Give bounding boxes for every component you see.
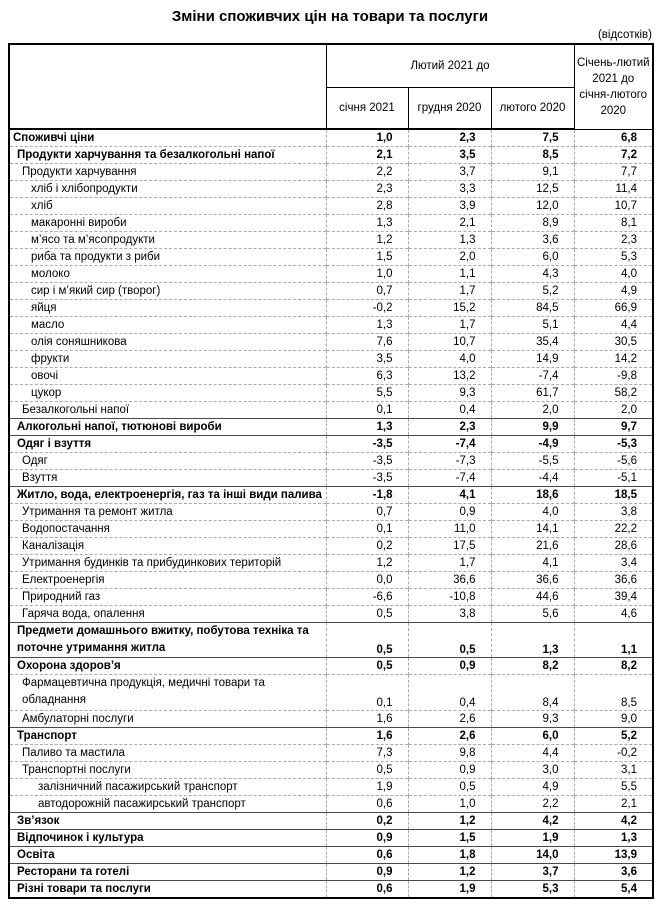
value-cell: -5,6 bbox=[574, 453, 653, 470]
table-row bbox=[9, 266, 653, 283]
value-cell: 8,2 bbox=[491, 658, 574, 675]
table-row bbox=[9, 710, 653, 727]
value-cell: 1,5 bbox=[408, 829, 491, 846]
table-row bbox=[9, 504, 653, 521]
value-cell: 4,4 bbox=[574, 317, 653, 334]
table-row bbox=[9, 181, 653, 198]
value-cell: 0,1 bbox=[326, 402, 408, 419]
value-cell: 5,5 bbox=[574, 778, 653, 795]
value-cell: 8,5 bbox=[574, 675, 653, 710]
table-row bbox=[9, 300, 653, 317]
value-cell: 5,2 bbox=[491, 283, 574, 300]
value-cell: 84,5 bbox=[491, 300, 574, 317]
table-row bbox=[9, 334, 653, 351]
header-row-group bbox=[9, 44, 653, 88]
value-cell: 6,0 bbox=[491, 249, 574, 266]
value-cell: 1,3 bbox=[326, 419, 408, 436]
value-cell: 30,5 bbox=[574, 334, 653, 351]
value-cell: 2,0 bbox=[491, 402, 574, 419]
table-row bbox=[9, 795, 653, 812]
value-cell: 9,7 bbox=[574, 419, 653, 436]
value-cell: 4,6 bbox=[574, 606, 653, 623]
row-label: Природний газ bbox=[9, 589, 326, 606]
cpi-table bbox=[8, 43, 654, 899]
value-cell: 6,0 bbox=[491, 727, 574, 744]
table-row bbox=[9, 778, 653, 795]
value-cell: 0,9 bbox=[326, 829, 408, 846]
value-cell: 0,5 bbox=[408, 623, 491, 658]
value-cell: 2,3 bbox=[408, 129, 491, 147]
value-cell: 4,4 bbox=[491, 744, 574, 761]
value-cell: 18,5 bbox=[574, 487, 653, 504]
value-cell: 1,0 bbox=[408, 795, 491, 812]
value-cell: 13,9 bbox=[574, 846, 653, 863]
value-cell: 1,3 bbox=[408, 232, 491, 249]
value-cell: -4,9 bbox=[491, 436, 574, 453]
unit-note: (відсотків) bbox=[597, 29, 652, 41]
value-cell: 5,6 bbox=[491, 606, 574, 623]
value-cell: 5,5 bbox=[326, 385, 408, 402]
table-row bbox=[9, 402, 653, 419]
value-cell: 1,3 bbox=[326, 215, 408, 232]
value-cell: 28,6 bbox=[574, 538, 653, 555]
row-label: риба та продукти з риби bbox=[9, 249, 326, 266]
value-cell: 17,5 bbox=[408, 538, 491, 555]
value-cell: 3,7 bbox=[408, 164, 491, 181]
value-cell: 1,6 bbox=[326, 710, 408, 727]
table-row bbox=[9, 283, 653, 300]
row-label: Зв’язок bbox=[9, 812, 326, 829]
row-label: цукор bbox=[9, 385, 326, 402]
value-cell: -0,2 bbox=[574, 744, 653, 761]
table-row bbox=[9, 658, 653, 675]
table-row bbox=[9, 538, 653, 555]
value-cell: 0,4 bbox=[408, 402, 491, 419]
value-cell: -5,1 bbox=[574, 470, 653, 487]
value-cell: 3,6 bbox=[491, 232, 574, 249]
row-label: Амбулаторні послуги bbox=[9, 710, 326, 727]
table-row bbox=[9, 232, 653, 249]
table-row bbox=[9, 317, 653, 334]
value-cell: 8,5 bbox=[491, 147, 574, 164]
value-cell: 0,6 bbox=[326, 846, 408, 863]
row-label: Утримання та ремонт житла bbox=[9, 504, 326, 521]
row-label: олія соняшникова bbox=[9, 334, 326, 351]
value-cell: 1,9 bbox=[408, 880, 491, 898]
value-cell: 1,2 bbox=[326, 555, 408, 572]
value-cell: 8,4 bbox=[491, 675, 574, 710]
value-cell: -7,4 bbox=[408, 436, 491, 453]
row-label: Фармацевтична продукція, медичні товари та обладнання bbox=[9, 675, 326, 710]
value-cell: 0,9 bbox=[326, 863, 408, 880]
value-cell: 3,7 bbox=[491, 863, 574, 880]
row-label: м’ясо та м’ясопродукти bbox=[9, 232, 326, 249]
table-row bbox=[9, 880, 653, 898]
value-cell: 5,3 bbox=[574, 249, 653, 266]
row-label: хліб bbox=[9, 198, 326, 215]
value-cell: 11,0 bbox=[408, 521, 491, 538]
value-cell: 7,3 bbox=[326, 744, 408, 761]
value-cell: 14,9 bbox=[491, 351, 574, 368]
row-label: залізничний пасажирський транспорт bbox=[9, 778, 326, 795]
table-row bbox=[9, 744, 653, 761]
value-cell: 2,2 bbox=[491, 795, 574, 812]
value-cell: 22,2 bbox=[574, 521, 653, 538]
value-cell: 3,5 bbox=[408, 147, 491, 164]
value-cell: 0,5 bbox=[326, 623, 408, 658]
value-cell: -0,2 bbox=[326, 300, 408, 317]
value-cell: 6,8 bbox=[574, 129, 653, 147]
value-cell: 12,0 bbox=[491, 198, 574, 215]
table-row bbox=[9, 521, 653, 538]
row-label: Споживчі ціни bbox=[13, 132, 95, 144]
table-row bbox=[9, 846, 653, 863]
value-cell: 1,0 bbox=[326, 129, 408, 147]
value-cell: 66,9 bbox=[574, 300, 653, 317]
value-cell: 4,0 bbox=[408, 351, 491, 368]
row-label: Житло, вода, електроенергія, газ та інші види палива bbox=[9, 487, 326, 504]
value-cell: 14,2 bbox=[574, 351, 653, 368]
row-label: Одяг і взуття bbox=[9, 436, 326, 453]
value-cell: 2,3 bbox=[408, 419, 491, 436]
row-label: Освіта bbox=[9, 846, 326, 863]
table-row bbox=[9, 419, 653, 436]
value-cell: 1,3 bbox=[491, 623, 574, 658]
page-title: Зміни споживчих цін на товари та послуги bbox=[171, 8, 489, 25]
value-cell: 0,9 bbox=[408, 658, 491, 675]
value-cell: 8,1 bbox=[574, 215, 653, 232]
value-cell: 1,1 bbox=[408, 266, 491, 283]
value-cell: 0,5 bbox=[326, 658, 408, 675]
value-cell: 5,2 bbox=[574, 727, 653, 744]
value-cell: -5,5 bbox=[491, 453, 574, 470]
table-row bbox=[9, 385, 653, 402]
value-cell: -1,8 bbox=[326, 487, 408, 504]
row-label: Предмети домашнього вжитку, побутова техніка та поточне утримання житла bbox=[9, 623, 326, 658]
row-label: молоко bbox=[9, 266, 326, 283]
value-cell: 7,6 bbox=[326, 334, 408, 351]
value-cell: 12,5 bbox=[491, 181, 574, 198]
value-cell: 9,3 bbox=[408, 385, 491, 402]
table-row bbox=[9, 487, 653, 504]
value-cell: 4,1 bbox=[491, 555, 574, 572]
table-row bbox=[9, 572, 653, 589]
value-cell: 11,4 bbox=[574, 181, 653, 198]
value-cell: 4,9 bbox=[574, 283, 653, 300]
row-label: Взуття bbox=[9, 470, 326, 487]
value-cell: 0,6 bbox=[326, 795, 408, 812]
row-label: Одяг bbox=[9, 453, 326, 470]
value-cell: 0,5 bbox=[408, 778, 491, 795]
value-cell: 3,4 bbox=[574, 555, 653, 572]
value-cell: 4,0 bbox=[491, 504, 574, 521]
value-cell: 15,2 bbox=[408, 300, 491, 317]
value-cell: 2,3 bbox=[326, 181, 408, 198]
value-cell: 2,0 bbox=[408, 249, 491, 266]
value-cell: 0,1 bbox=[326, 675, 408, 710]
value-cell: 1,8 bbox=[408, 846, 491, 863]
value-cell: 2,2 bbox=[326, 164, 408, 181]
table-row bbox=[9, 623, 653, 658]
value-cell: 0,2 bbox=[326, 812, 408, 829]
value-cell: 0,5 bbox=[326, 761, 408, 778]
row-label: Продукти харчування bbox=[9, 164, 326, 181]
row-label: масло bbox=[9, 317, 326, 334]
table-row bbox=[9, 198, 653, 215]
period-header-cell: Січень-лютий 2021 до січня-лютого 2020 bbox=[574, 44, 653, 129]
row-label: Охорона здоров’я bbox=[9, 658, 326, 675]
table-row bbox=[9, 606, 653, 623]
value-cell: 9,8 bbox=[408, 744, 491, 761]
value-cell: 4,2 bbox=[491, 812, 574, 829]
row-label: хліб і хлібопродукти bbox=[9, 181, 326, 198]
value-cell: -7,4 bbox=[408, 470, 491, 487]
value-cell: 3,8 bbox=[408, 606, 491, 623]
table-row bbox=[9, 761, 653, 778]
value-cell: -7,4 bbox=[491, 368, 574, 385]
table-row bbox=[9, 351, 653, 368]
value-cell: 9,9 bbox=[491, 419, 574, 436]
value-cell: 61,7 bbox=[491, 385, 574, 402]
value-cell: 3,6 bbox=[574, 863, 653, 880]
value-cell: 1,2 bbox=[326, 232, 408, 249]
value-cell: -3,5 bbox=[326, 436, 408, 453]
value-cell: 0,5 bbox=[326, 606, 408, 623]
sub-header-cell: лютого 2020 bbox=[491, 88, 574, 130]
value-cell: 2,1 bbox=[408, 215, 491, 232]
value-cell: 2,8 bbox=[326, 198, 408, 215]
row-label: овочі bbox=[9, 368, 326, 385]
value-cell: 9,1 bbox=[491, 164, 574, 181]
value-cell: 3,8 bbox=[574, 504, 653, 521]
value-cell: 3,5 bbox=[326, 351, 408, 368]
row-label: сир і м’який сир (творог) bbox=[9, 283, 326, 300]
value-cell: 3,1 bbox=[574, 761, 653, 778]
row-label: макаронні вироби bbox=[9, 215, 326, 232]
value-cell: 1,2 bbox=[408, 863, 491, 880]
group-header-cell: Лютий 2021 до bbox=[326, 44, 574, 88]
value-cell: 0,0 bbox=[326, 572, 408, 589]
table-row bbox=[9, 863, 653, 880]
value-cell: 8,9 bbox=[491, 215, 574, 232]
value-cell: 4,0 bbox=[574, 266, 653, 283]
table-row bbox=[9, 555, 653, 572]
value-cell: 1,1 bbox=[574, 623, 653, 658]
value-cell: -3,5 bbox=[326, 453, 408, 470]
row-label: Електроенергія bbox=[9, 572, 326, 589]
value-cell: 1,0 bbox=[326, 266, 408, 283]
value-cell: 4,1 bbox=[408, 487, 491, 504]
table-row bbox=[9, 164, 653, 181]
value-cell: 36,6 bbox=[408, 572, 491, 589]
value-cell: 2,1 bbox=[574, 795, 653, 812]
value-cell: 2,0 bbox=[574, 402, 653, 419]
value-cell: -3,5 bbox=[326, 470, 408, 487]
value-cell: 1,7 bbox=[408, 317, 491, 334]
corner-cell bbox=[9, 44, 326, 129]
value-cell: 44,6 bbox=[491, 589, 574, 606]
table-row bbox=[9, 436, 653, 453]
value-cell: 1,7 bbox=[408, 555, 491, 572]
value-cell: 0,7 bbox=[326, 283, 408, 300]
value-cell: 14,0 bbox=[491, 846, 574, 863]
table-row bbox=[9, 453, 653, 470]
value-cell: 58,2 bbox=[574, 385, 653, 402]
value-cell: 10,7 bbox=[574, 198, 653, 215]
row-label: Ресторани та готелі bbox=[9, 863, 326, 880]
value-cell: 1,7 bbox=[408, 283, 491, 300]
value-cell: 4,3 bbox=[491, 266, 574, 283]
table-row bbox=[9, 368, 653, 385]
value-cell: -10,8 bbox=[408, 589, 491, 606]
value-cell: -6,6 bbox=[326, 589, 408, 606]
value-cell: -4,4 bbox=[491, 470, 574, 487]
value-cell: 2,3 bbox=[574, 232, 653, 249]
value-cell: 0,7 bbox=[326, 504, 408, 521]
value-cell: 36,6 bbox=[491, 572, 574, 589]
value-cell: 39,4 bbox=[574, 589, 653, 606]
row-label: Безалкогольні напої bbox=[9, 402, 326, 419]
value-cell: 10,7 bbox=[408, 334, 491, 351]
value-cell: 7,2 bbox=[574, 147, 653, 164]
row-label: Транспортні послуги bbox=[9, 761, 326, 778]
value-cell: -9,8 bbox=[574, 368, 653, 385]
value-cell: 36,6 bbox=[574, 572, 653, 589]
value-cell: 8,2 bbox=[574, 658, 653, 675]
value-cell: -5,3 bbox=[574, 436, 653, 453]
row-label: Алкогольні напої, тютюнові вироби bbox=[9, 419, 326, 436]
row-label: Різні товари та послуги bbox=[9, 880, 326, 898]
row-label: Гаряча вода, опалення bbox=[9, 606, 326, 623]
row-label: Паливо та мастила bbox=[9, 744, 326, 761]
table-row bbox=[9, 129, 653, 147]
row-label: Транспорт bbox=[9, 727, 326, 744]
value-cell: 5,4 bbox=[574, 880, 653, 898]
row-label: Водопостачання bbox=[9, 521, 326, 538]
value-cell: 2,6 bbox=[408, 710, 491, 727]
table-body bbox=[9, 129, 653, 898]
value-cell: 18,6 bbox=[491, 487, 574, 504]
value-cell: 3,0 bbox=[491, 761, 574, 778]
value-cell: 13,2 bbox=[408, 368, 491, 385]
value-cell: 1,6 bbox=[326, 727, 408, 744]
table-row bbox=[9, 727, 653, 744]
value-cell: 3,9 bbox=[408, 198, 491, 215]
sub-header-cell: грудня 2020 bbox=[408, 88, 491, 130]
value-cell: 1,5 bbox=[326, 249, 408, 266]
value-cell: 0,2 bbox=[326, 538, 408, 555]
value-cell: 4,2 bbox=[574, 812, 653, 829]
value-cell: -7,3 bbox=[408, 453, 491, 470]
value-cell: 5,1 bbox=[491, 317, 574, 334]
row-label: автодорожній пасажирський транспорт bbox=[9, 795, 326, 812]
table-header bbox=[9, 44, 653, 129]
table-row bbox=[9, 589, 653, 606]
value-cell: 1,2 bbox=[408, 812, 491, 829]
value-cell: 7,7 bbox=[574, 164, 653, 181]
value-cell: 4,9 bbox=[491, 778, 574, 795]
value-cell: 1,9 bbox=[491, 829, 574, 846]
table-row bbox=[9, 249, 653, 266]
value-cell: 9,3 bbox=[491, 710, 574, 727]
value-cell: 0,9 bbox=[408, 504, 491, 521]
row-label: Каналізація bbox=[9, 538, 326, 555]
value-cell: 0,6 bbox=[326, 880, 408, 898]
sub-header-cell: січня 2021 bbox=[326, 88, 408, 130]
value-cell: 5,3 bbox=[491, 880, 574, 898]
value-cell: 0,1 bbox=[326, 521, 408, 538]
table-row bbox=[9, 215, 653, 232]
value-cell: 21,6 bbox=[491, 538, 574, 555]
value-cell: 3,3 bbox=[408, 181, 491, 198]
table-row bbox=[9, 675, 653, 710]
table-row bbox=[9, 829, 653, 846]
table-row bbox=[9, 147, 653, 164]
value-cell: 1,3 bbox=[574, 829, 653, 846]
value-cell: 9,0 bbox=[574, 710, 653, 727]
value-cell: 0,4 bbox=[408, 675, 491, 710]
table-row bbox=[9, 470, 653, 487]
value-cell: 2,1 bbox=[326, 147, 408, 164]
value-cell: 1,9 bbox=[326, 778, 408, 795]
value-cell: 0,9 bbox=[408, 761, 491, 778]
value-cell: 1,3 bbox=[326, 317, 408, 334]
value-cell: 2,6 bbox=[408, 727, 491, 744]
row-label: фрукти bbox=[9, 351, 326, 368]
value-cell: 14,1 bbox=[491, 521, 574, 538]
value-cell: 35,4 bbox=[491, 334, 574, 351]
value-cell: 7,5 bbox=[491, 129, 574, 147]
row-label: Продукти харчування та безалкогольні напої bbox=[9, 147, 326, 164]
row-label: Утримання будинків та прибудинкових територій bbox=[9, 555, 326, 572]
value-cell: 6,3 bbox=[326, 368, 408, 385]
row-label: яйця bbox=[9, 300, 326, 317]
row-label: Відпочинок і культура bbox=[9, 829, 326, 846]
table-row bbox=[9, 812, 653, 829]
